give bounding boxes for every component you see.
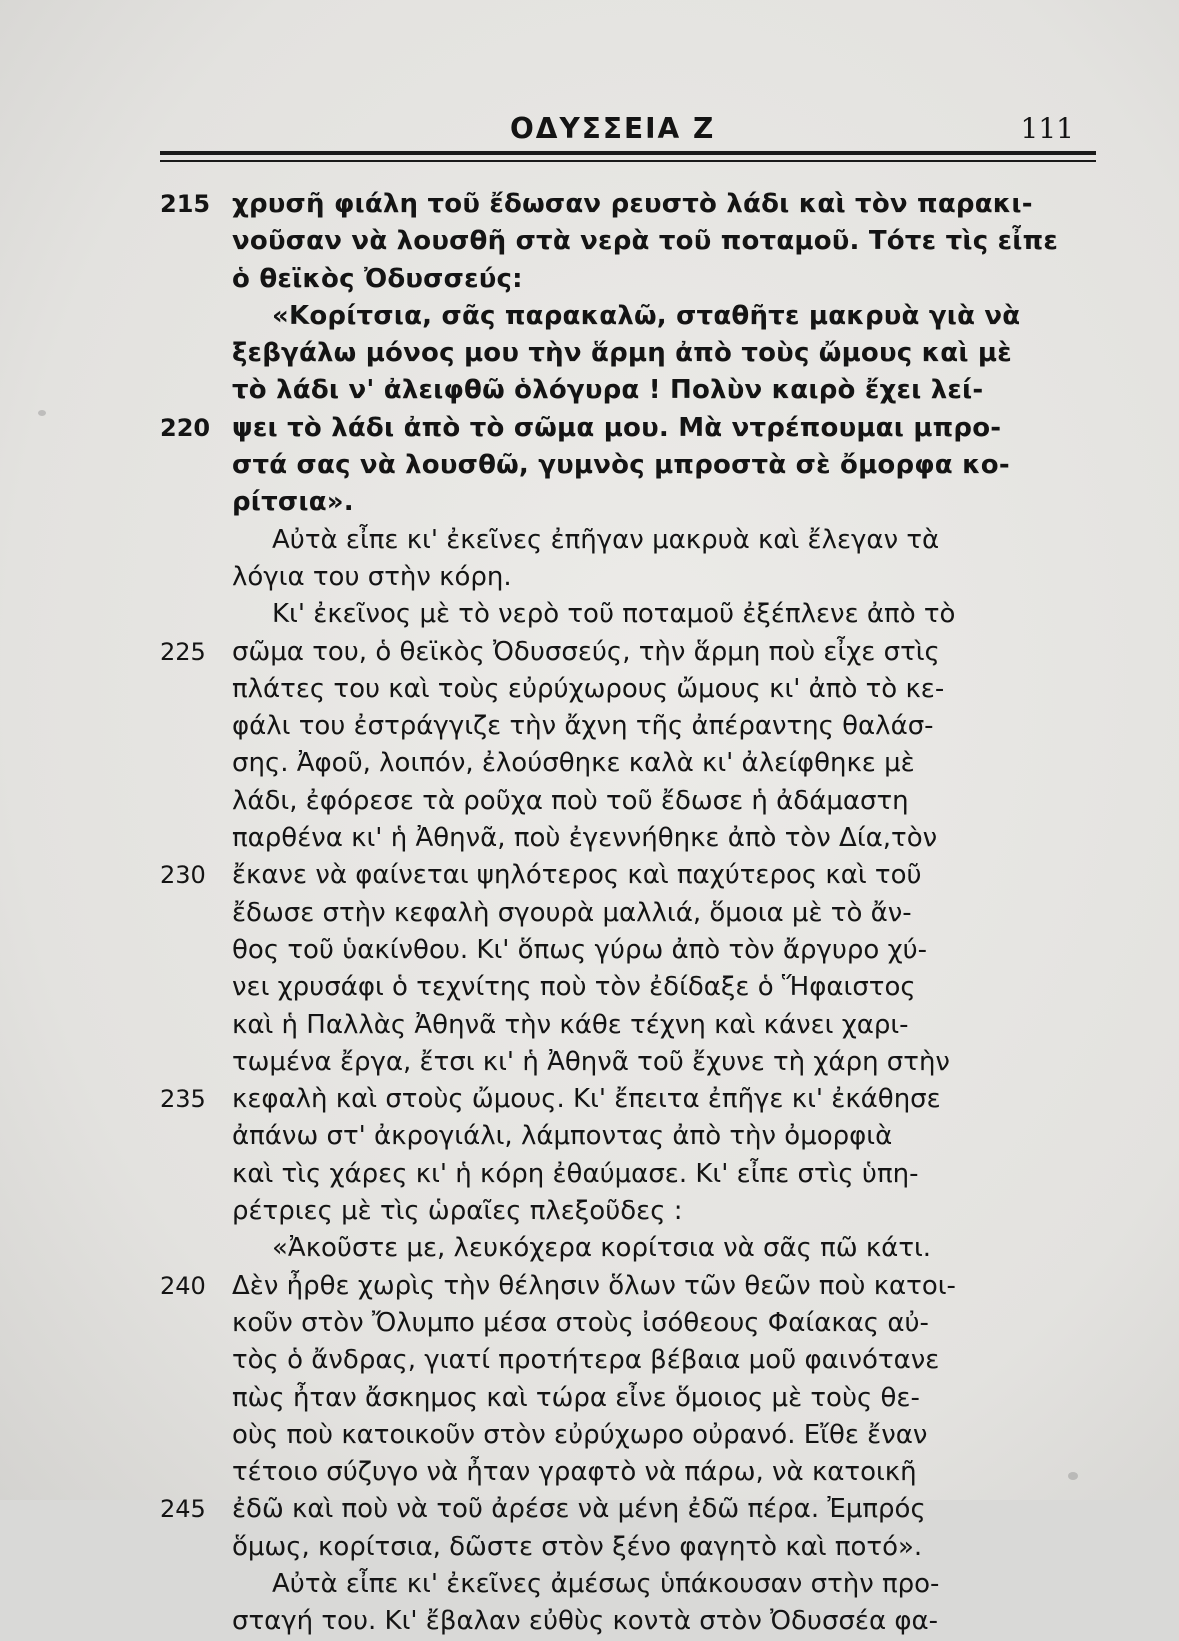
text-line (160, 1529, 1100, 1566)
line-number: 230 (160, 861, 206, 890)
line-text: πὼς ἦταν ἄσκημος καὶ τώρα εἶνε ὅμοιος μὲ τοὺς θε- (232, 1382, 920, 1413)
line-text: ἔκανε νὰ φαίνεται ψηλότερος καὶ παχύτερος καὶ τοῦ (232, 860, 922, 891)
line-text: ρίτσια». (232, 487, 354, 518)
line-text: σῶμα του, ὁ θεϊκὸς Ὀδυσσεύς, τὴν ἅρμη ποὺ εἶχε στὶς (232, 636, 940, 667)
line-text: ξεβγάλω μόνος μου τὴν ἅρμη ἀπὸ τοὺς ὤμους καὶ μὲ (232, 338, 1012, 369)
text-line (160, 1380, 1100, 1417)
line-text: φάλι του ἐστράγγιζε τὴν ἄχνη τῆς ἀπέραντης θαλάσ- (232, 711, 934, 742)
line-text: νει χρυσάφι ὁ τεχνίτης ποὺ τὸν ἐδίδαξε ὁ Ἥφαιστος (232, 972, 916, 1003)
line-text: τωμένα ἔργα, ἔτσι κι' ἡ Ἀθηνᾶ τοῦ ἔχυνε τὴ χάρη στὴν (232, 1046, 950, 1077)
line-text: κοῦν στὸν Ὄλυμπο μέσα στοὺς ἰσόθεους Φαίακας αὐ- (232, 1307, 929, 1338)
text-line (160, 783, 1100, 820)
text-line (160, 1268, 1100, 1305)
line-text: τὸ λάδι ν' ἀλειφθῶ ὁλόγυρα ! Πολὺν καιρὸ ἔχει λεί- (232, 375, 984, 406)
line-text: πλάτες του καὶ τοὺς εὐρύχωρους ὤμους κι' ἀπὸ τὸ κε- (232, 673, 945, 704)
line-text: σταγή του. Κι' ἔβαλαν εὐθὺς κοντὰ στὸν Ὀδυσσέα φα- (232, 1606, 939, 1637)
text-line (160, 372, 1100, 409)
line-text: ρέτριες μὲ τὶς ὡραῖες πλεξοῦδες : (232, 1196, 683, 1227)
text-line (160, 895, 1100, 932)
line-text: ὅμως, κορίτσια, δῶστε στὸν ξένο φαγητὸ καὶ ποτό». (232, 1531, 923, 1562)
line-text: σης. Ἀφοῦ, λοιπόν, ἐλούσθηκε καλὰ κι' ἀλείφθηκε μὲ (232, 748, 915, 779)
text-line (160, 820, 1100, 857)
text-line (160, 1044, 1100, 1081)
line-text: Δὲν ἦρθε χωρὶς τὴν θέλησιν ὅλων τῶν θεῶν ποὺ κατοι- (232, 1270, 956, 1301)
text-line (160, 1491, 1100, 1528)
text-line (160, 1454, 1100, 1491)
line-text: ἀπάνω στ' ἀκρογιάλι, λάμποντας ἀπὸ τὴν ὀμορφιὰ (232, 1121, 893, 1152)
book-title: ΟΔΥΣΣΕΙΑ Ζ (510, 112, 716, 145)
line-text: θος τοῦ ὑακίνθου. Κι' ὅπως γύρω ἀπὸ τὸν ἄργυρο χύ- (232, 934, 928, 965)
line-number: 235 (160, 1085, 206, 1114)
text-line (160, 261, 1100, 298)
text-line (160, 447, 1100, 484)
line-text: τὸς ὁ ἄνδρας, γιατί προτήτερα βέβαια μοῦ φαινότανε (232, 1345, 940, 1376)
text-line (160, 298, 1100, 335)
running-header (160, 108, 1096, 154)
text-line (160, 634, 1100, 671)
line-text: παρθένα κι' ἡ Ἀθηνᾶ, ποὺ ἐγεννήθηκε ἀπὸ τὸν Δία,τὸν (232, 823, 938, 854)
text-line (160, 1118, 1100, 1155)
text-line (160, 559, 1100, 596)
text-line (160, 708, 1100, 745)
text-line (160, 1566, 1100, 1603)
text-line (160, 745, 1100, 782)
text-line (160, 1603, 1100, 1640)
text-line (160, 335, 1100, 372)
text-line (160, 969, 1100, 1006)
line-text: Αὐτὰ εἶπε κι' ἐκεῖνες ἐπῆγαν μακρυὰ καὶ ἔλεγαν τὰ (272, 524, 940, 555)
paper-blemish (38, 410, 46, 416)
line-text: ὁ θεϊκὸς Ὀδυσσεύς: (232, 263, 523, 294)
text-line (160, 1081, 1100, 1118)
text-line (160, 186, 1100, 223)
text-line (160, 932, 1100, 969)
text-line (160, 223, 1100, 260)
text-line (160, 1230, 1100, 1267)
line-number: 215 (160, 190, 211, 218)
line-text: τέτοιο σύζυγο νὰ ἦταν γραφτὸ νὰ πάρω, νὰ κατοικῆ (232, 1457, 917, 1488)
text-line (160, 857, 1100, 894)
text-line (160, 1007, 1100, 1044)
text-line (160, 1193, 1100, 1230)
line-text: Αὐτὰ εἶπε κι' ἐκεῖνες ἀμέσως ὑπάκουσαν στὴν προ- (272, 1568, 940, 1599)
header-rule-thin (160, 160, 1096, 162)
text-line (160, 1156, 1100, 1193)
line-text: λόγια του στὴν κόρη. (232, 561, 512, 592)
line-number: 240 (160, 1271, 206, 1300)
line-text: νοῦσαν νὰ λουσθῆ στὰ νερὰ τοῦ ποταμοῦ. Τότε τὶς εἶπε (232, 226, 1059, 257)
text-body (160, 186, 1100, 1641)
text-line (160, 1417, 1100, 1454)
text-line (160, 522, 1100, 559)
text-line (160, 410, 1100, 447)
line-text: Κι' ἐκεῖνος μὲ τὸ νερὸ τοῦ ποταμοῦ ἐξέπλενε ἀπὸ τὸ (272, 599, 956, 630)
line-text: καὶ τὶς χάρες κι' ἡ κόρη ἐθαύμασε. Κι' εἶπε στὶς ὑπη- (232, 1158, 919, 1189)
line-text: ψει τὸ λάδι ἀπὸ τὸ σῶμα μου. Μὰ ντρέπουμαι μπρο- (232, 412, 1002, 443)
line-number: 220 (160, 413, 211, 442)
line-text: οὺς ποὺ κατοικοῦν στὸν εὐρύχωρο οὐρανό. Εἴθε ἔναν (232, 1419, 928, 1450)
line-number: 245 (160, 1495, 206, 1524)
text-line (160, 671, 1100, 708)
line-text: λάδι, ἐφόρεσε τὰ ροῦχα ποὺ τοῦ ἔδωσε ἡ ἀδάμαστη (232, 785, 909, 816)
line-text: κεφαλὴ καὶ στοὺς ὤμους. Κι' ἔπειτα ἐπῆγε κι' ἐκάθησε (232, 1084, 941, 1115)
line-text: στά σας νὰ λουσθῶ, γυμνὸς μπροστὰ σὲ ὄμορφα κο- (232, 450, 1010, 481)
line-text: χρυσῆ φιάλη τοῦ ἔδωσαν ρευστὸ λάδι καὶ τὸν παρακι- (232, 189, 1033, 219)
text-line (160, 1305, 1100, 1342)
line-number: 225 (160, 637, 206, 666)
line-text: ἔδωσε στὴν κεφαλὴ σγουρὰ μαλλιά, ὅμοια μὲ τὸ ἄν- (232, 897, 912, 928)
line-text: «Ἀκοῦστε με, λευκόχερα κορίτσια νὰ σᾶς πῶ κάτι. (272, 1233, 932, 1264)
line-text: «Κορίτσια, σᾶς παρακαλῶ, σταθῆτε μακρυὰ γιὰ νὰ (272, 300, 1021, 331)
header-rule (160, 151, 1096, 155)
page-number: 111 (1020, 112, 1074, 145)
line-text: ἐδῶ καὶ ποὺ νὰ τοῦ ἀρέσε νὰ μένη ἐδῶ πέρα. Ἐμπρός (232, 1494, 926, 1525)
line-text: καὶ ἡ Παλλὰς Ἀθηνᾶ τὴν κάθε τέχνη καὶ κάνει χαρι- (232, 1009, 909, 1040)
text-line (160, 596, 1100, 633)
text-line (160, 484, 1100, 521)
text-line (160, 1342, 1100, 1379)
